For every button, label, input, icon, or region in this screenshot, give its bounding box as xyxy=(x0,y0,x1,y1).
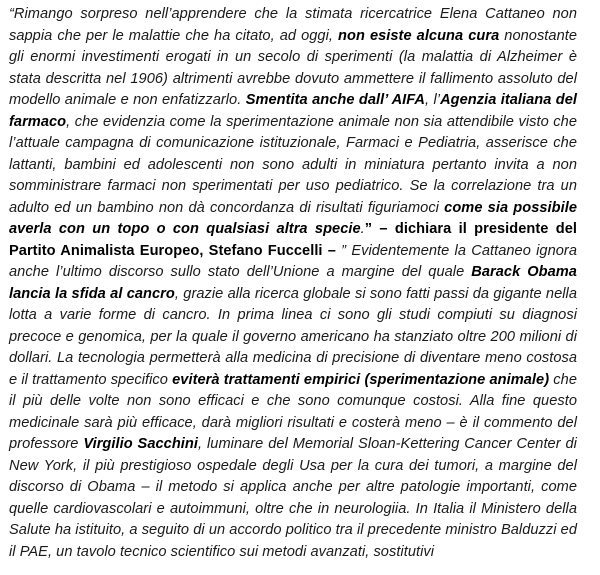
text-run: , l’ xyxy=(425,92,441,108)
article-body xyxy=(9,4,577,563)
text-run: , grazie alla ricerca globale si sono fatti passi da gigante nella lotta a varie forme di cancro. In prima linea ci sono gli studi compiuti su diagnosi precoce e genomica, per la quale il governo americano ha stanziato oltre 200 milioni di dollari. La tecnologia permetterà alla medicina di precisione di diventare meno costosa e il trattamento specifico xyxy=(9,285,577,388)
emphasis-topo-specie: come sia possibile averla con un topo o con qualsiasi altra specie xyxy=(9,199,578,237)
emphasis-aifa: Smentita anche dall’ AIFA xyxy=(245,92,426,108)
speaker-attribution: ” – dichiara il presidente del Partito Animalista Europeo, Stefano Fuccelli – xyxy=(9,221,577,259)
emphasis-sacchini: Virgilio Sacchini xyxy=(83,436,198,452)
text-run: , che evidenzia come la sperimentazione animale non sia attendibile visto che l’attuale campagna di comunicazione istituzionale, Farmaci e Pediatria, asserisce che lattanti, bambini ed adolescenti non sono adulti in miniatura pertanto invita a non somministrare farmaci non sperimentati per uso pediatrico. Se la correlazione tra un adulto ed un bambino non dà concordanza di risultati figuriamoci xyxy=(9,113,577,216)
emphasis-obama: Barack Obama lancia la sfida al cancro xyxy=(9,264,577,302)
text-run: , luminare del Memorial Sloan-Kettering Cancer Center di New York, il più prestigioso ospedale degli Usa per la cura dei tumori, a margine del discorso di Obama – il metodo si applica anche per altre patologie importanti, come quelle cardiovascolari e autoimmuni, oltre che in neurologiia. In Italia il Ministero della Salute ha istituito, a seguito di un accordo politico tra il precedente ministro Balduzzi ed il PAE, un tavolo tecnico scientifico sui metodi avanzati, sostitutivi xyxy=(9,436,577,560)
text-run: che il più delle volte non sono efficaci e che sono comunque costosi. Alla fine questo medicinale sarà più efficace, darà migliori risultati e costerà meno – è il commento del professore xyxy=(9,371,577,452)
article-paragraph xyxy=(9,4,577,563)
text-run: nonostante gli enormi investimenti erogati in un secolo di sperimenti (la malattia di Alzheimer è stata descritta nel 1906) altrimenti avrebbe dovuto ammettere il fallimento assoluto del modello animale e non enfatizzarlo. xyxy=(9,27,578,108)
text-run: “Rimango sorpreso nell’apprendere che la stimata ricercatrice Elena Cattaneo non sappia che per le malattie che ha citato, ad oggi, xyxy=(9,6,577,44)
emphasis-no-cure: non esiste alcuna cura xyxy=(338,27,500,44)
text-run: . xyxy=(360,221,365,237)
emphasis-trattamenti-empirici: eviterà trattamenti empirici (sperimentazione animale) xyxy=(172,371,550,388)
emphasis-agenzia-farmaco: Agenzia italiana del farmaco xyxy=(9,92,577,130)
text-run: ” Evidentemente la Cattaneo ignora anche l’ultimo discorso sullo stato dell’Unione a margine del quale xyxy=(9,242,577,280)
